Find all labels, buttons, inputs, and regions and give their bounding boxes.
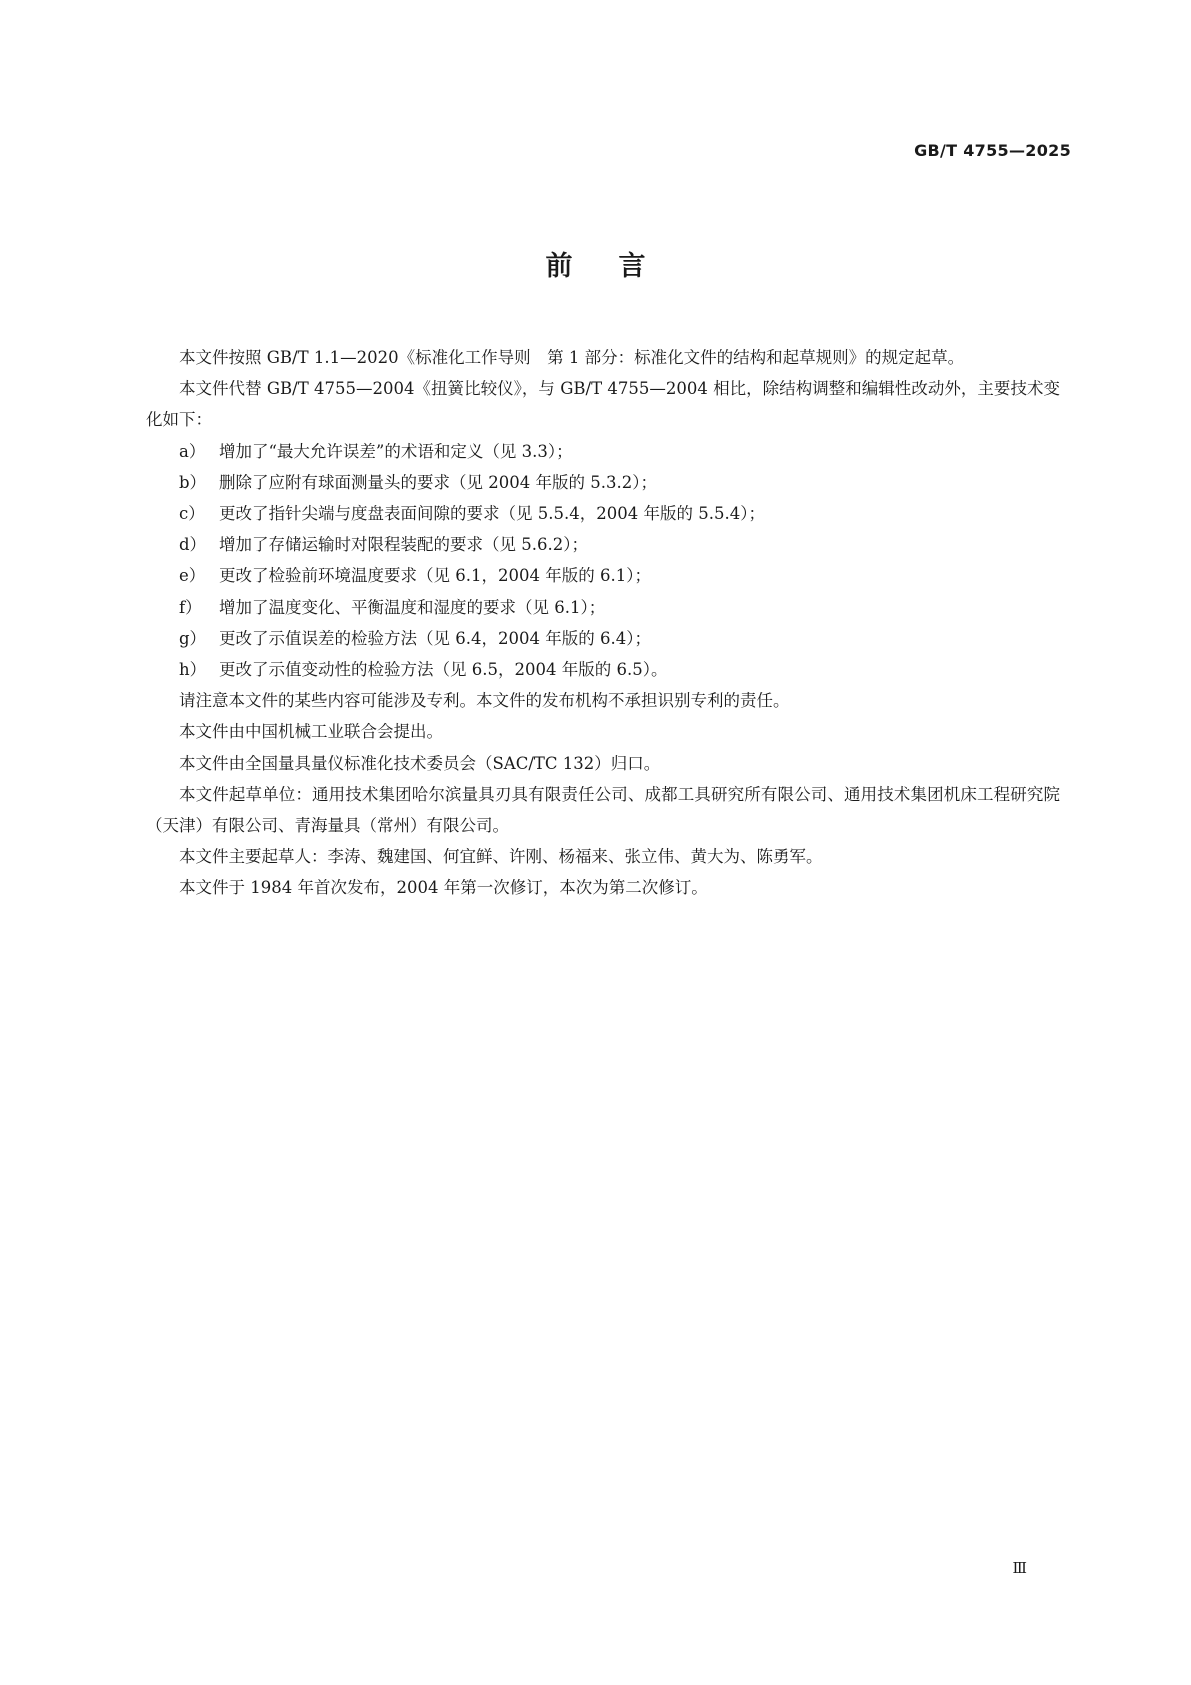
change-item-mark: d） [179,535,207,555]
paragraph-drafting-units: 本文件起草单位：通用技术集团哈尔滨量具刃具有限责任公司、成都工具研究所有限公司、通用技术集团机床工程研究院（天津）有限公司、青海量具（常州）有限公司。 [146,784,1060,836]
change-item-text: 增加了存储运输时对限程装配的要求（见 5.6.2）； [219,535,588,555]
change-item [146,623,1060,654]
change-item-text: 删除了应附有球面测量头的要求（见 2004 年版的 5.3.2）； [219,472,657,492]
paragraph-patent-notice: 请注意本文件的某些内容可能涉及专利。本文件的发布机构不承担识别专利的责任。 [179,691,790,711]
standard-code: GB/T 4755—2025 [914,141,1071,160]
change-item-text: 更改了示值误差的检验方法（见 6.4，2004 年版的 6.4）； [219,628,651,648]
change-item-mark: a） [179,441,206,461]
page-number: Ⅲ [1012,1559,1027,1577]
paragraph-proposer: 本文件由中国机械工业联合会提出。 [179,722,443,742]
change-item-text: 增加了温度变化、平衡温度和湿度的要求（见 6.1）； [219,597,606,617]
page-title: 前言 [545,251,692,282]
change-item-mark: h） [179,660,207,680]
change-item-text: 增加了“最大允许误差”的术语和定义（见 3.3）； [219,441,573,461]
change-item-mark: f） [179,597,202,617]
change-item-text: 更改了示值变动性的检验方法（见 6.5，2004 年版的 6.5）。 [219,660,668,680]
change-item [146,529,1060,560]
change-item [146,498,1060,529]
paragraph-drafting-basis: 本文件按照 GB/T 1.1—2020《标准化工作导则 第 1 部分：标准化文件的结构和起草规则》的规定起草。 [179,348,965,367]
change-item [146,436,1060,467]
foreword-body [146,342,1060,904]
paragraph-replacement: 本文件代替 GB/T 4755—2004《扭簧比较仪》，与 GB/T 4755—2004 相比，除结构调整和编辑性改动外，主要技术变化如下： [146,379,1060,430]
change-item-text: 更改了检验前环境温度要求（见 6.1，2004 年版的 6.1）； [219,566,651,586]
change-item-mark: g） [179,628,207,648]
change-item [146,467,1060,498]
change-item-mark: e） [179,566,206,586]
change-item-text: 更改了指针尖端与度盘表面间隙的要求（见 5.5.4，2004 年版的 5.5.4）； [219,504,765,524]
paragraph-committee: 本文件由全国量具量仪标准化技术委员会（SAC/TC 132）归口。 [179,753,661,773]
paragraph-history: 本文件于 1984 年首次发布，2004 年第一次修订，本次为第二次修订。 [179,878,708,898]
change-item [146,592,1060,623]
change-item [146,654,1060,685]
paragraph-drafters: 本文件主要起草人：李涛、魏建国、何宜鲜、许刚、杨福来、张立伟、黄大为、陈勇军。 [179,847,823,867]
change-item-mark: c） [179,504,205,524]
change-item [146,560,1060,591]
change-item-mark: b） [179,472,207,492]
